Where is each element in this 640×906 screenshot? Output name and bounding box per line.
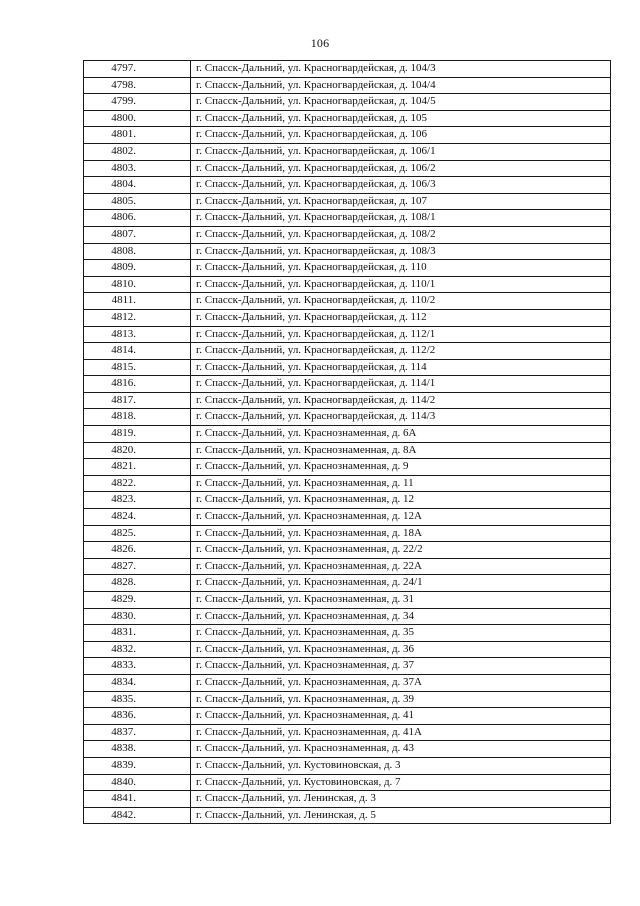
address-cell: г. Спасск-Дальний, ул. Красногвардейская, д. 108/3 xyxy=(191,243,611,260)
address-cell: г. Спасск-Дальний, ул. Красногвардейская, д. 106/2 xyxy=(191,160,611,177)
address-cell: г. Спасск-Дальний, ул. Краснознаменная, д. 24/1 xyxy=(191,575,611,592)
table-row xyxy=(84,61,611,78)
address-cell: г. Спасск-Дальний, ул. Краснознаменная, д. 34 xyxy=(191,608,611,625)
row-number-cell: 4809. xyxy=(84,260,191,277)
address-cell: г. Спасск-Дальний, ул. Красногвардейская, д. 110/1 xyxy=(191,276,611,293)
address-cell: г. Спасск-Дальний, ул. Краснознаменная, д. 37 xyxy=(191,658,611,675)
address-cell: г. Спасск-Дальний, ул. Краснознаменная, д. 31 xyxy=(191,592,611,609)
table-row xyxy=(84,127,611,144)
address-cell: г. Спасск-Дальний, ул. Красногвардейская, д. 106 xyxy=(191,127,611,144)
address-cell: г. Спасск-Дальний, ул. Краснознаменная, д. 8А xyxy=(191,442,611,459)
row-number-cell: 4841. xyxy=(84,791,191,808)
address-cell: г. Спасск-Дальний, ул. Красногвардейская, д. 112 xyxy=(191,309,611,326)
address-cell: г. Спасск-Дальний, ул. Краснознаменная, д. 35 xyxy=(191,625,611,642)
table-row xyxy=(84,791,611,808)
address-cell: г. Спасск-Дальний, ул. Краснознаменная, д. 22А xyxy=(191,558,611,575)
table-row xyxy=(84,807,611,824)
row-number-cell: 4839. xyxy=(84,757,191,774)
table-row xyxy=(84,774,611,791)
address-cell: г. Спасск-Дальний, ул. Красногвардейская, д. 105 xyxy=(191,110,611,127)
table-row xyxy=(84,757,611,774)
table-row xyxy=(84,558,611,575)
row-number-cell: 4798. xyxy=(84,77,191,94)
table-row xyxy=(84,542,611,559)
address-table-container xyxy=(83,60,611,824)
row-number-cell: 4807. xyxy=(84,226,191,243)
row-number-cell: 4842. xyxy=(84,807,191,824)
row-number-cell: 4827. xyxy=(84,558,191,575)
table-row xyxy=(84,376,611,393)
address-cell: г. Спасск-Дальний, ул. Кустовиновская, д. 7 xyxy=(191,774,611,791)
row-number-cell: 4803. xyxy=(84,160,191,177)
address-cell: г. Спасск-Дальний, ул. Ленинская, д. 5 xyxy=(191,807,611,824)
address-cell: г. Спасск-Дальний, ул. Красногвардейская, д. 110/2 xyxy=(191,293,611,310)
address-cell: г. Спасск-Дальний, ул. Краснознаменная, д. 43 xyxy=(191,741,611,758)
table-row xyxy=(84,724,611,741)
table-row xyxy=(84,243,611,260)
table-row xyxy=(84,426,611,443)
table-row xyxy=(84,641,611,658)
address-cell: г. Спасск-Дальний, ул. Красногвардейская, д. 104/5 xyxy=(191,94,611,111)
table-row xyxy=(84,459,611,476)
row-number-cell: 4825. xyxy=(84,525,191,542)
table-row xyxy=(84,691,611,708)
table-row xyxy=(84,392,611,409)
address-cell: г. Спасск-Дальний, ул. Красногвардейская, д. 106/3 xyxy=(191,177,611,194)
address-cell: г. Спасск-Дальний, ул. Краснознаменная, д. 39 xyxy=(191,691,611,708)
row-number-cell: 4822. xyxy=(84,475,191,492)
row-number-cell: 4804. xyxy=(84,177,191,194)
row-number-cell: 4811. xyxy=(84,293,191,310)
table-row xyxy=(84,94,611,111)
table-row xyxy=(84,475,611,492)
row-number-cell: 4808. xyxy=(84,243,191,260)
table-row xyxy=(84,592,611,609)
address-cell: г. Спасск-Дальний, ул. Кустовиновская, д. 3 xyxy=(191,757,611,774)
table-row xyxy=(84,226,611,243)
row-number-cell: 4833. xyxy=(84,658,191,675)
row-number-cell: 4834. xyxy=(84,674,191,691)
row-number-cell: 4813. xyxy=(84,326,191,343)
table-row xyxy=(84,77,611,94)
row-number-cell: 4826. xyxy=(84,542,191,559)
table-row xyxy=(84,160,611,177)
row-number-cell: 4830. xyxy=(84,608,191,625)
row-number-cell: 4802. xyxy=(84,143,191,160)
table-row xyxy=(84,442,611,459)
table-row xyxy=(84,509,611,526)
row-number-cell: 4816. xyxy=(84,376,191,393)
table-row xyxy=(84,309,611,326)
address-cell: г. Спасск-Дальний, ул. Краснознаменная, д. 9 xyxy=(191,459,611,476)
row-number-cell: 4805. xyxy=(84,193,191,210)
row-number-cell: 4817. xyxy=(84,392,191,409)
address-cell: г. Спасск-Дальний, ул. Ленинская, д. 3 xyxy=(191,791,611,808)
address-cell: г. Спасск-Дальний, ул. Красногвардейская, д. 114/1 xyxy=(191,376,611,393)
row-number-cell: 4838. xyxy=(84,741,191,758)
table-row xyxy=(84,210,611,227)
table-row xyxy=(84,359,611,376)
row-number-cell: 4806. xyxy=(84,210,191,227)
address-cell: г. Спасск-Дальний, ул. Краснознаменная, д. 12А xyxy=(191,509,611,526)
table-row xyxy=(84,343,611,360)
table-row xyxy=(84,525,611,542)
address-cell: г. Спасск-Дальний, ул. Красногвардейская, д. 108/2 xyxy=(191,226,611,243)
table-row xyxy=(84,625,611,642)
row-number-cell: 4840. xyxy=(84,774,191,791)
table-row xyxy=(84,143,611,160)
address-cell: г. Спасск-Дальний, ул. Красногвардейская, д. 114/2 xyxy=(191,392,611,409)
address-table-body xyxy=(84,61,611,824)
address-cell: г. Спасск-Дальний, ул. Краснознаменная, д. 18А xyxy=(191,525,611,542)
table-row xyxy=(84,674,611,691)
row-number-cell: 4824. xyxy=(84,509,191,526)
address-cell: г. Спасск-Дальний, ул. Красногвардейская, д. 114/3 xyxy=(191,409,611,426)
row-number-cell: 4820. xyxy=(84,442,191,459)
address-cell: г. Спасск-Дальний, ул. Красногвардейская, д. 114 xyxy=(191,359,611,376)
row-number-cell: 4797. xyxy=(84,61,191,78)
table-row xyxy=(84,492,611,509)
row-number-cell: 4812. xyxy=(84,309,191,326)
row-number-cell: 4818. xyxy=(84,409,191,426)
address-cell: г. Спасск-Дальний, ул. Красногвардейская, д. 104/3 xyxy=(191,61,611,78)
row-number-cell: 4836. xyxy=(84,708,191,725)
page-number: 106 xyxy=(310,36,330,50)
row-number-cell: 4837. xyxy=(84,724,191,741)
row-number-cell: 4810. xyxy=(84,276,191,293)
address-cell: г. Спасск-Дальний, ул. Краснознаменная, д. 41А xyxy=(191,724,611,741)
address-cell: г. Спасск-Дальний, ул. Краснознаменная, д. 41 xyxy=(191,708,611,725)
address-cell: г. Спасск-Дальний, ул. Красногвардейская, д. 112/1 xyxy=(191,326,611,343)
address-cell: г. Спасск-Дальний, ул. Красногвардейская, д. 108/1 xyxy=(191,210,611,227)
address-cell: г. Спасск-Дальний, ул. Красногвардейская, д. 110 xyxy=(191,260,611,277)
address-cell: г. Спасск-Дальний, ул. Красногвардейская, д. 112/2 xyxy=(191,343,611,360)
table-row xyxy=(84,110,611,127)
row-number-cell: 4814. xyxy=(84,343,191,360)
row-number-cell: 4801. xyxy=(84,127,191,144)
table-row xyxy=(84,276,611,293)
table-row xyxy=(84,260,611,277)
row-number-cell: 4821. xyxy=(84,459,191,476)
address-cell: г. Спасск-Дальний, ул. Краснознаменная, д. 12 xyxy=(191,492,611,509)
address-cell: г. Спасск-Дальний, ул. Краснознаменная, д. 11 xyxy=(191,475,611,492)
address-cell: г. Спасск-Дальний, ул. Красногвардейская, д. 107 xyxy=(191,193,611,210)
table-row xyxy=(84,409,611,426)
table-row xyxy=(84,326,611,343)
address-cell: г. Спасск-Дальний, ул. Краснознаменная, д. 37А xyxy=(191,674,611,691)
address-cell: г. Спасск-Дальний, ул. Красногвардейская, д. 104/4 xyxy=(191,77,611,94)
row-number-cell: 4832. xyxy=(84,641,191,658)
table-row xyxy=(84,575,611,592)
table-row xyxy=(84,658,611,675)
row-number-cell: 4799. xyxy=(84,94,191,111)
address-cell: г. Спасск-Дальний, ул. Краснознаменная, д. 36 xyxy=(191,641,611,658)
address-cell: г. Спасск-Дальний, ул. Красногвардейская, д. 106/1 xyxy=(191,143,611,160)
row-number-cell: 4831. xyxy=(84,625,191,642)
address-cell: г. Спасск-Дальний, ул. Краснознаменная, д. 6А xyxy=(191,426,611,443)
row-number-cell: 4823. xyxy=(84,492,191,509)
table-row xyxy=(84,708,611,725)
row-number-cell: 4815. xyxy=(84,359,191,376)
table-row xyxy=(84,293,611,310)
row-number-cell: 4835. xyxy=(84,691,191,708)
table-row xyxy=(84,741,611,758)
row-number-cell: 4819. xyxy=(84,426,191,443)
address-cell: г. Спасск-Дальний, ул. Краснознаменная, д. 22/2 xyxy=(191,542,611,559)
row-number-cell: 4828. xyxy=(84,575,191,592)
row-number-cell: 4800. xyxy=(84,110,191,127)
table-row xyxy=(84,193,611,210)
row-number-cell: 4829. xyxy=(84,592,191,609)
address-table xyxy=(83,60,611,824)
table-row xyxy=(84,177,611,194)
table-row xyxy=(84,608,611,625)
